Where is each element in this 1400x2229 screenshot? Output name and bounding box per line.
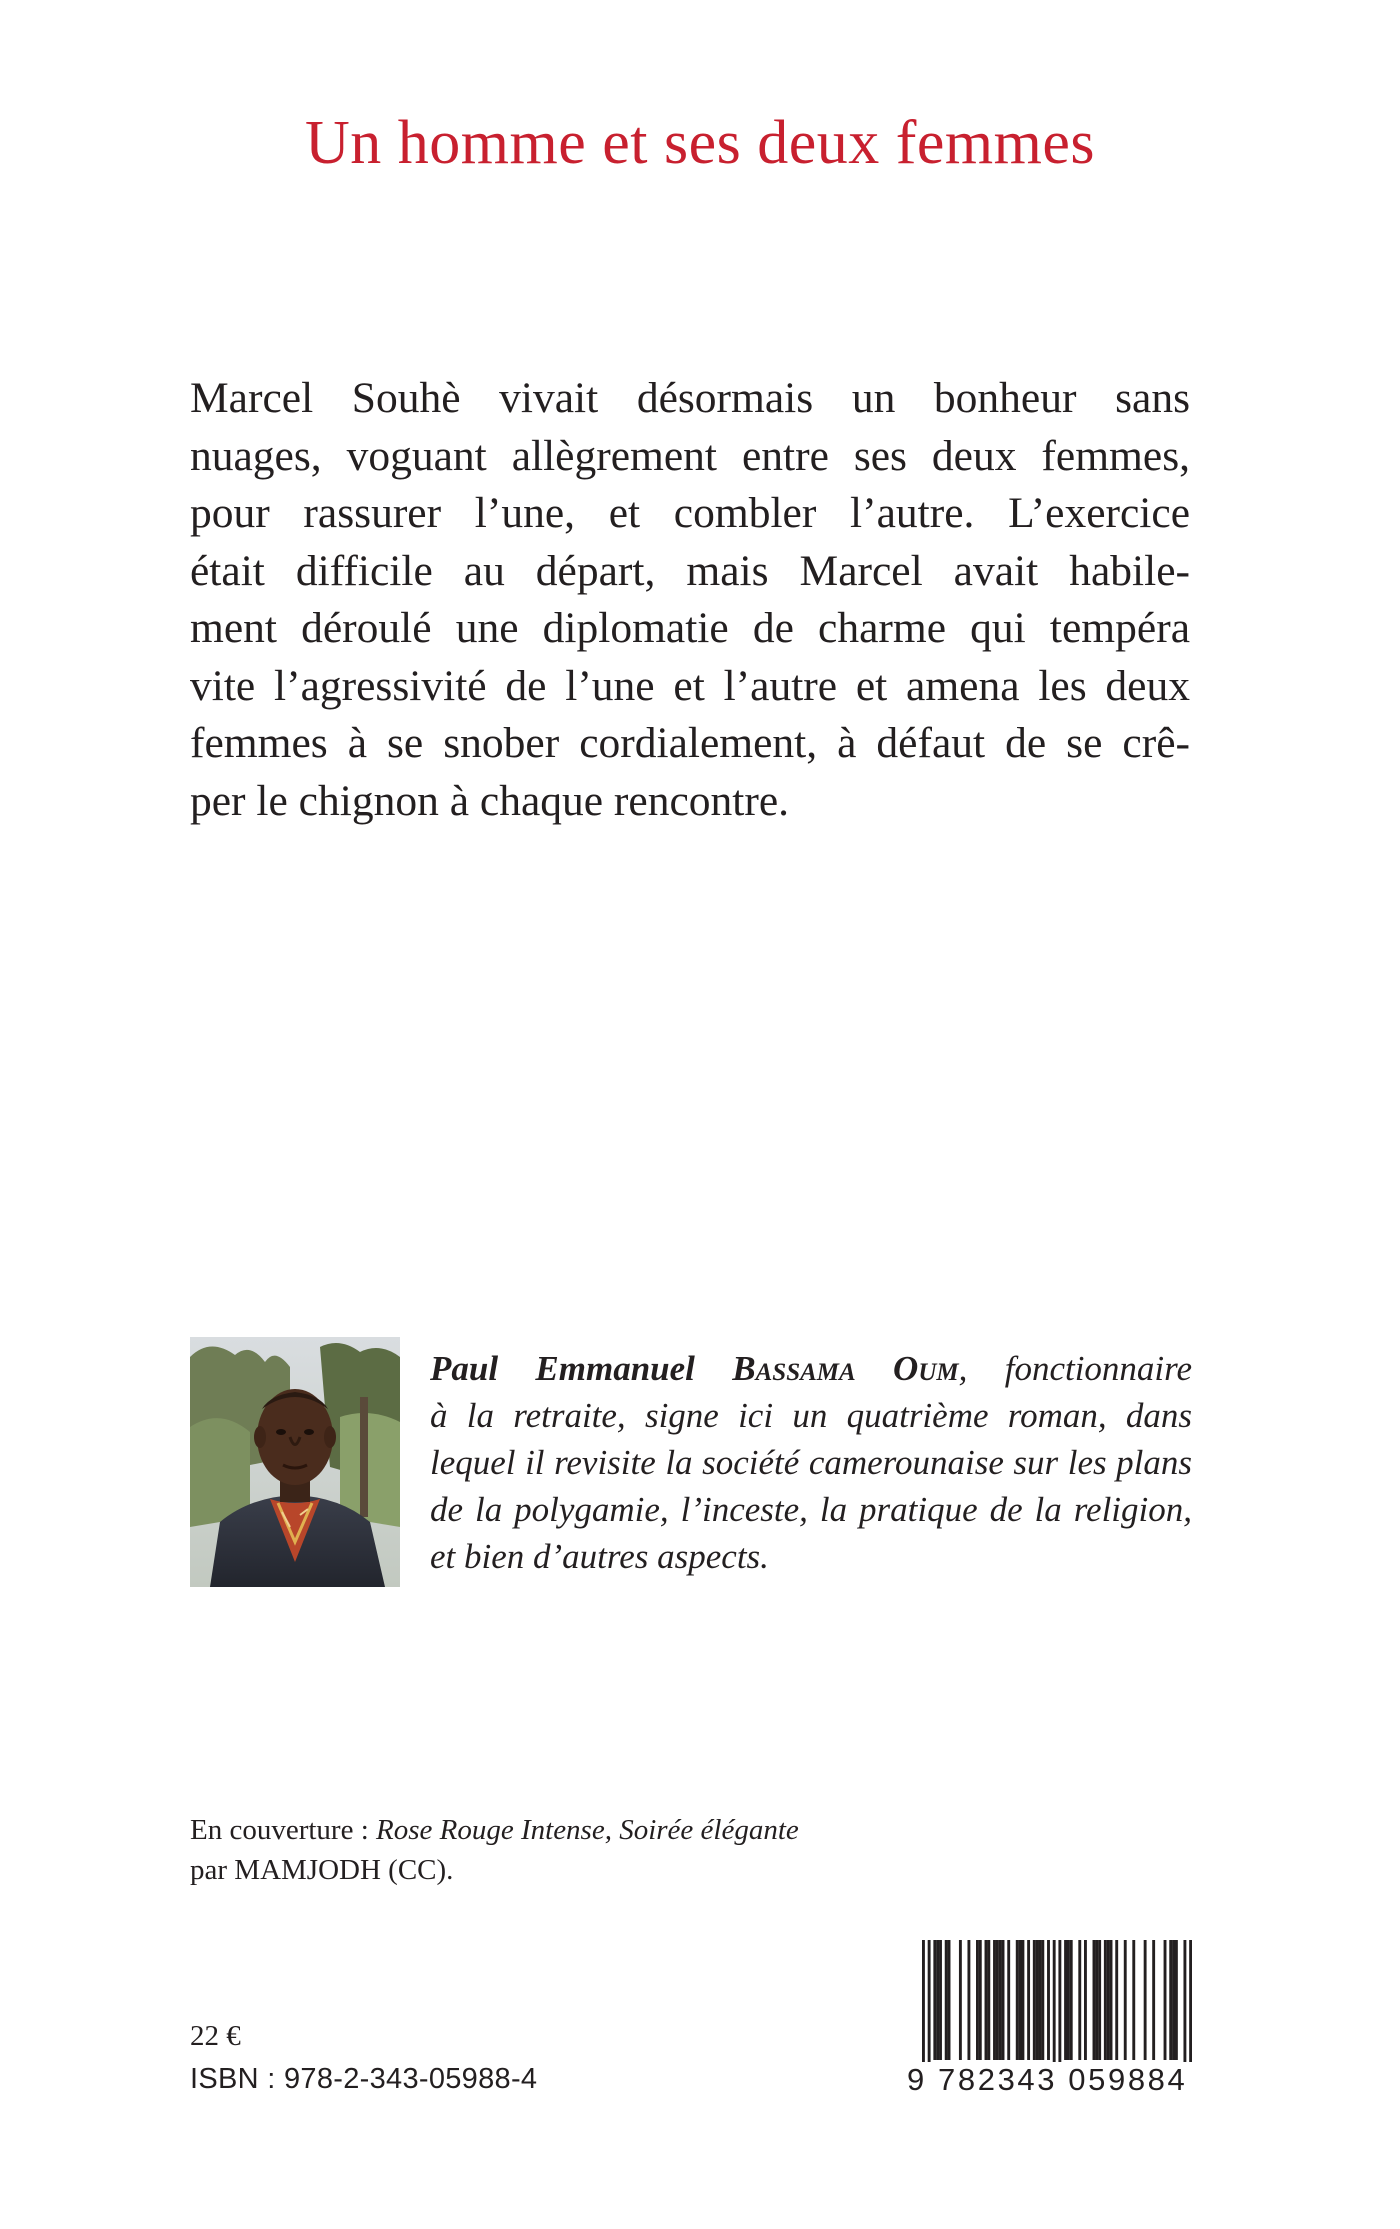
- barcode-bar: [1172, 1940, 1175, 2060]
- author-bio-line: à la retraite, signe ici un quatrième roman, dans: [430, 1396, 1192, 1435]
- barcode-bar: [1107, 1940, 1110, 2060]
- price: 22 €: [190, 2020, 241, 2052]
- cover-credit: [190, 1810, 799, 1890]
- barcode-bar: [1110, 1940, 1113, 2060]
- cover-credit-line-1: [190, 1810, 799, 1850]
- barcode-bar: [1084, 1940, 1087, 2060]
- cover-credit-line-2: par MAMJODH (CC).: [190, 1854, 454, 1886]
- barcode-bar: [967, 1940, 970, 2060]
- blurb-line: ment déroulé une diplomatie de charme qui tempéra: [190, 604, 1190, 652]
- barcode-bar: [1067, 1940, 1070, 2060]
- author-bio-line: lequel il revisite la société camerounaise sur les plans: [430, 1443, 1192, 1482]
- barcode-bar: [1169, 1940, 1172, 2060]
- author-bio-line: et bien d’autres aspects.: [430, 1537, 769, 1576]
- barcode-bar: [936, 1940, 939, 2060]
- barcode-bar: [993, 1940, 996, 2060]
- blurb-line: vite l’agressivité de l’une et l’autre et amena les deux: [190, 661, 1190, 710]
- barcode-bar: [1175, 1940, 1178, 2060]
- blurb-line: Marcel Souhè vivait désormais un bonheur sans: [190, 374, 1190, 422]
- barcode-bar: [1144, 1940, 1147, 2060]
- barcode-bar: [979, 1940, 982, 2060]
- barcode-bar: [987, 1940, 990, 2060]
- back-cover-blurb: [190, 370, 1190, 830]
- isbn: ISBN : 978-2-343-05988-4: [190, 2063, 538, 2095]
- barcode-bar: [1019, 1940, 1022, 2060]
- barcode-bar: [1078, 1940, 1081, 2060]
- barcode-bar: [1021, 1940, 1024, 2060]
- barcode-bar: [1007, 1940, 1010, 2060]
- barcode-bar: [1132, 1940, 1135, 2060]
- barcode-bar: [933, 1940, 936, 2060]
- barcode-bar: [1098, 1940, 1101, 2060]
- barcode-bar: [1036, 1940, 1039, 2060]
- author-first-names: Paul Emmanuel: [430, 1349, 695, 1388]
- barcode-bar: [948, 1940, 951, 2060]
- barcode-bar: [1070, 1940, 1073, 2060]
- author-last-names: Bassama Oum: [732, 1349, 959, 1388]
- blurb-line: per le chignon à chaque rencontre.: [190, 776, 790, 825]
- barcode-bar: [1016, 1940, 1019, 2060]
- cover-credit-works: Rose Rouge Intense, Soirée élégante: [376, 1814, 799, 1846]
- barcode-digits: 9 782343 059884: [905, 2062, 1199, 2098]
- barcode-bar: [1047, 1940, 1050, 2060]
- author-portrait-image: [190, 1337, 400, 1587]
- blurb-line: était difficile au départ, mais Marcel avait habile-: [190, 546, 1190, 595]
- barcode-bar: [1164, 1940, 1167, 2060]
- barcode-bar: [996, 1940, 999, 2060]
- barcode-bar: [1093, 1940, 1096, 2060]
- barcode-bar: [1033, 1940, 1036, 2060]
- author-bio-text: , fonctionnaire: [958, 1349, 1193, 1388]
- barcode-bar: [945, 1940, 948, 2060]
- author-bio: [430, 1345, 1192, 1580]
- barcode-bar: [976, 1940, 979, 2060]
- author-bio-line: [430, 1345, 1192, 1392]
- author-photo: [190, 1337, 400, 1587]
- barcode-bar: [939, 1940, 942, 2060]
- barcode-bar: [959, 1940, 962, 2060]
- blurb-line: femmes à se snober cordialement, à défaut de se crê-: [190, 719, 1190, 767]
- barcode-bar: [1095, 1940, 1098, 2060]
- barcode-bar: [985, 1940, 988, 2060]
- barcode-bar: [1064, 1940, 1067, 2060]
- barcode-bar: [1115, 1940, 1118, 2060]
- book-title: Un homme et ses deux femmes: [304, 109, 1096, 177]
- barcode-bar: [1041, 1940, 1044, 2060]
- barcode-bar: [1104, 1940, 1107, 2060]
- barcode-bar: [1152, 1940, 1155, 2060]
- barcode-bar: [1039, 1940, 1042, 2060]
- author-bio-line: de la polygamie, l’inceste, la pratique de la religion,: [430, 1490, 1192, 1529]
- blurb-line: pour rassurer l’une, et combler l’autre. L’exercice: [190, 489, 1190, 537]
- barcode-bar: [1002, 1940, 1005, 2060]
- barcode-bar: [1027, 1940, 1030, 2060]
- barcode-bar: [999, 1940, 1002, 2060]
- barcode-bar: [1124, 1940, 1127, 2060]
- cover-credit-prefix: En couverture :: [190, 1814, 377, 1846]
- blurb-line: nuages, voguant allègrement entre ses deux femmes,: [190, 431, 1190, 480]
